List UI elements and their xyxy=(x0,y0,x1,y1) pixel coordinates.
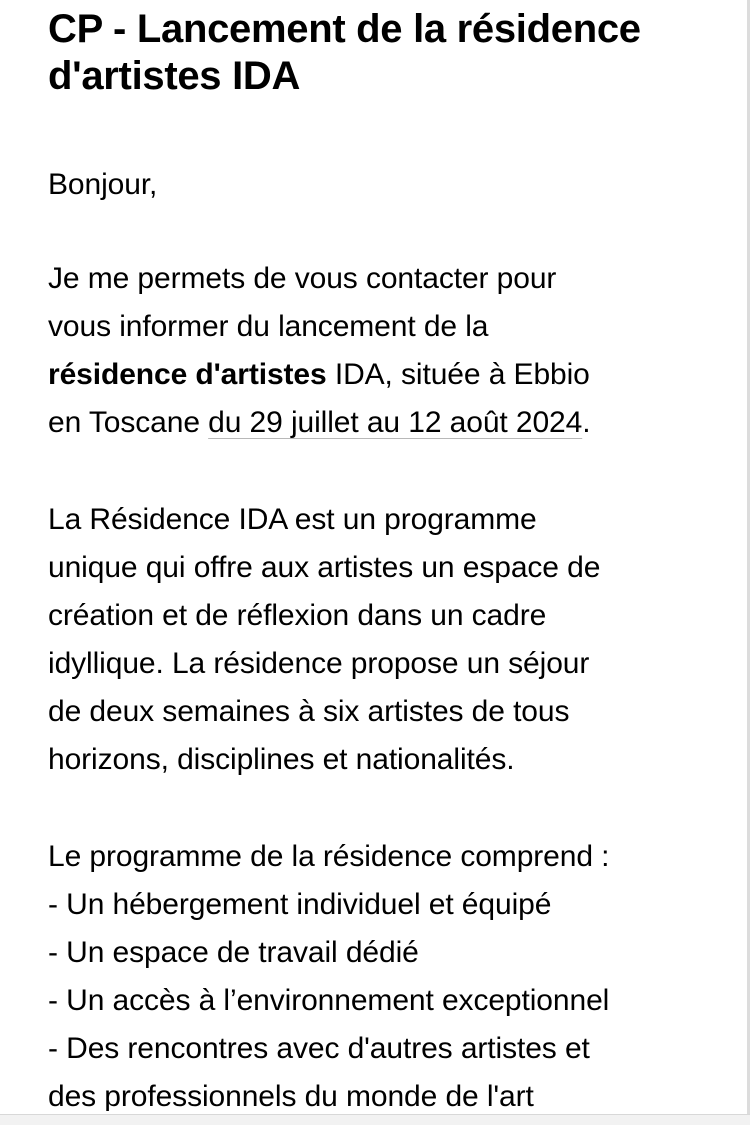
intro-paragraph xyxy=(48,255,738,447)
paragraph-line: unique qui offre aux artistes un espace de xyxy=(48,551,601,584)
bottom-toolbar-edge xyxy=(0,1114,750,1125)
paragraph-line: Je me permets de vous contacter pour xyxy=(48,262,557,295)
greeting-text: Bonjour, xyxy=(48,168,158,201)
paragraph-line: horizons, disciplines et nationalités. xyxy=(48,743,515,776)
subject-line: CP - Lancement de la résidence xyxy=(48,7,641,51)
period-text: . xyxy=(582,406,591,439)
program-intro: Le programme de la résidence comprend : xyxy=(48,840,610,873)
description-paragraph xyxy=(48,496,738,784)
program-list-item: des professionnels du monde de l'art xyxy=(48,1080,534,1111)
program-list-item: - Des rencontres avec d'autres artistes et xyxy=(48,1032,590,1065)
residence-bold-text: résidence d'artistes xyxy=(48,358,327,391)
date-link[interactable]: du 29 juillet au 12 août 2024 xyxy=(208,406,583,439)
location-text: IDA, située à Ebbio xyxy=(326,358,590,391)
subject-line: d'artistes IDA xyxy=(48,54,301,98)
program-section xyxy=(48,833,738,1111)
paragraph-line xyxy=(48,351,738,399)
paragraph-line: idyllique. La résidence propose un séjour xyxy=(48,647,590,680)
paragraph-line: de deux semaines à six artistes de tous xyxy=(48,695,570,728)
program-list-item: - Un espace de travail dédié xyxy=(48,936,419,969)
email-body xyxy=(48,6,738,1111)
paragraph-line: création et de réflexion dans un cadre xyxy=(48,599,547,632)
paragraph-line: vous informer du lancement de la xyxy=(48,310,489,343)
paragraph-line xyxy=(48,399,738,447)
paragraph-line: La Résidence IDA est un programme xyxy=(48,503,537,536)
program-list-item: - Un hébergement individuel et équipé xyxy=(48,888,552,921)
program-list-item: - Un accès à l’environnement exceptionnel xyxy=(48,984,610,1017)
email-subject xyxy=(48,6,738,100)
greeting xyxy=(48,161,738,209)
region-text: en Toscane xyxy=(48,406,209,439)
